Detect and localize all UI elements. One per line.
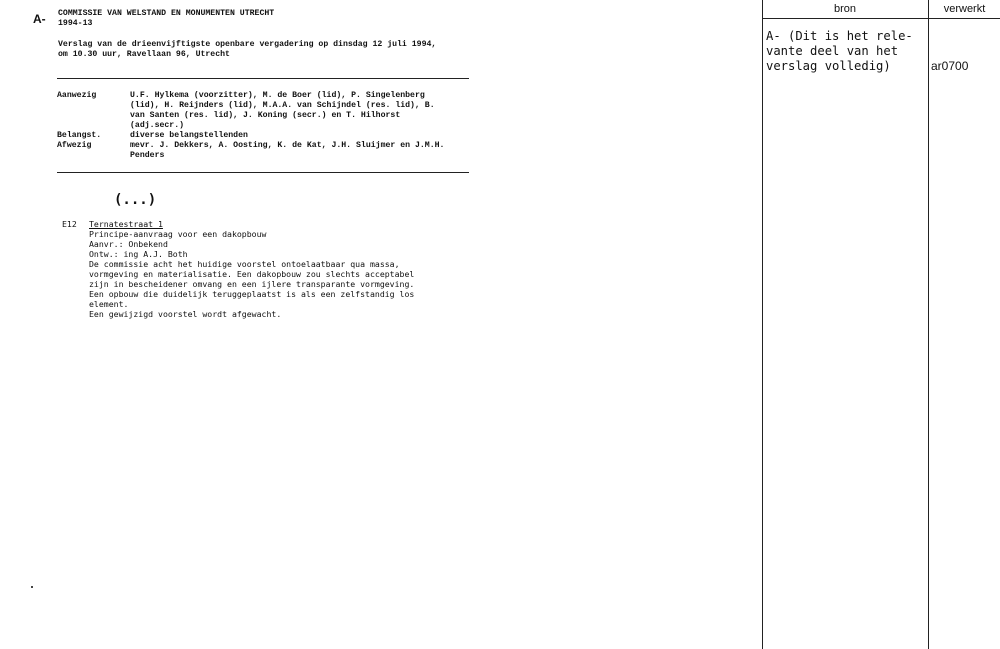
divider-top — [57, 78, 469, 79]
table-column-divider — [928, 0, 929, 649]
document-header-title: COMMISSIE VAN WELSTAND EN MONUMENTEN UTRECHT — [58, 9, 275, 18]
item-line: Een opbouw die duidelijk teruggeplaatst is als een zelfstandig los — [89, 289, 415, 299]
bron-note-line: verslag volledig) — [766, 59, 891, 73]
bron-note-line: A- (Dit is het rele- — [766, 29, 913, 43]
item-line: Principe-aanvraag voor een dakopbouw — [89, 229, 267, 239]
present-line: (adj.secr.) — [130, 121, 185, 130]
table-border-left — [762, 0, 763, 649]
present-line: U.F. Hylkema (voorzitter), M. de Boer (lid), P. Singelenberg — [130, 91, 425, 100]
margin-mark: A- — [33, 12, 46, 26]
item-line: zijn in bescheidener omvang en een ijlere transparante vormgeving. — [89, 279, 415, 289]
absent-line: mevr. J. Dekkers, A. Oosting, K. de Kat, J.H. Sluijmer en J.M.H. — [130, 141, 445, 150]
item-line: Aanvr.: Onbekend — [89, 239, 168, 249]
present-label: Aanwezig — [57, 91, 97, 100]
intro-line-2: om 10.30 uur, Ravellaan 96, Utrecht — [58, 50, 230, 59]
absent-line: Penders — [130, 151, 165, 160]
item-line: Een gewijzigd voorstel wordt afgewacht. — [89, 309, 282, 319]
item-line: vormgeving en materialisatie. Een dakopbouw zou slechts acceptabel — [89, 269, 415, 279]
interested-value: diverse belangstellenden — [130, 131, 248, 140]
omission-ellipsis: (...) — [114, 192, 157, 208]
document-header-number: 1994-13 — [58, 19, 93, 28]
table-header-divider — [762, 18, 1000, 19]
present-line: (lid), H. Reijnders (lid), M.A.A. van Schijndel (res. lid), B. — [130, 101, 435, 110]
bron-note-line: vante deel van het — [766, 44, 899, 58]
interested-label: Belangst. — [57, 131, 102, 140]
scan-speck — [31, 586, 33, 588]
item-line: element. — [89, 299, 129, 309]
item-line: Ontw.: ing A.J. Both — [89, 249, 188, 259]
item-line: De commissie acht het huidige voorstel ontoelaatbaar qua massa, — [89, 259, 400, 269]
item-title: Ternatestraat 1 — [89, 219, 163, 229]
verwerkt-value: ar0700 — [931, 59, 969, 73]
absent-label: Afwezig — [57, 141, 92, 150]
intro-line-1: Verslag van de drieenvijftigste openbare vergadering op dinsdag 12 juli 1994, — [58, 40, 437, 49]
item-code: E12 — [62, 219, 77, 229]
divider-bottom — [57, 172, 469, 173]
bron-header: bron — [833, 3, 857, 15]
present-line: van Santen (res. lid), J. Koning (secr.) en T. Hilhorst — [130, 111, 401, 120]
verwerkt-header: verwerkt — [943, 3, 986, 15]
